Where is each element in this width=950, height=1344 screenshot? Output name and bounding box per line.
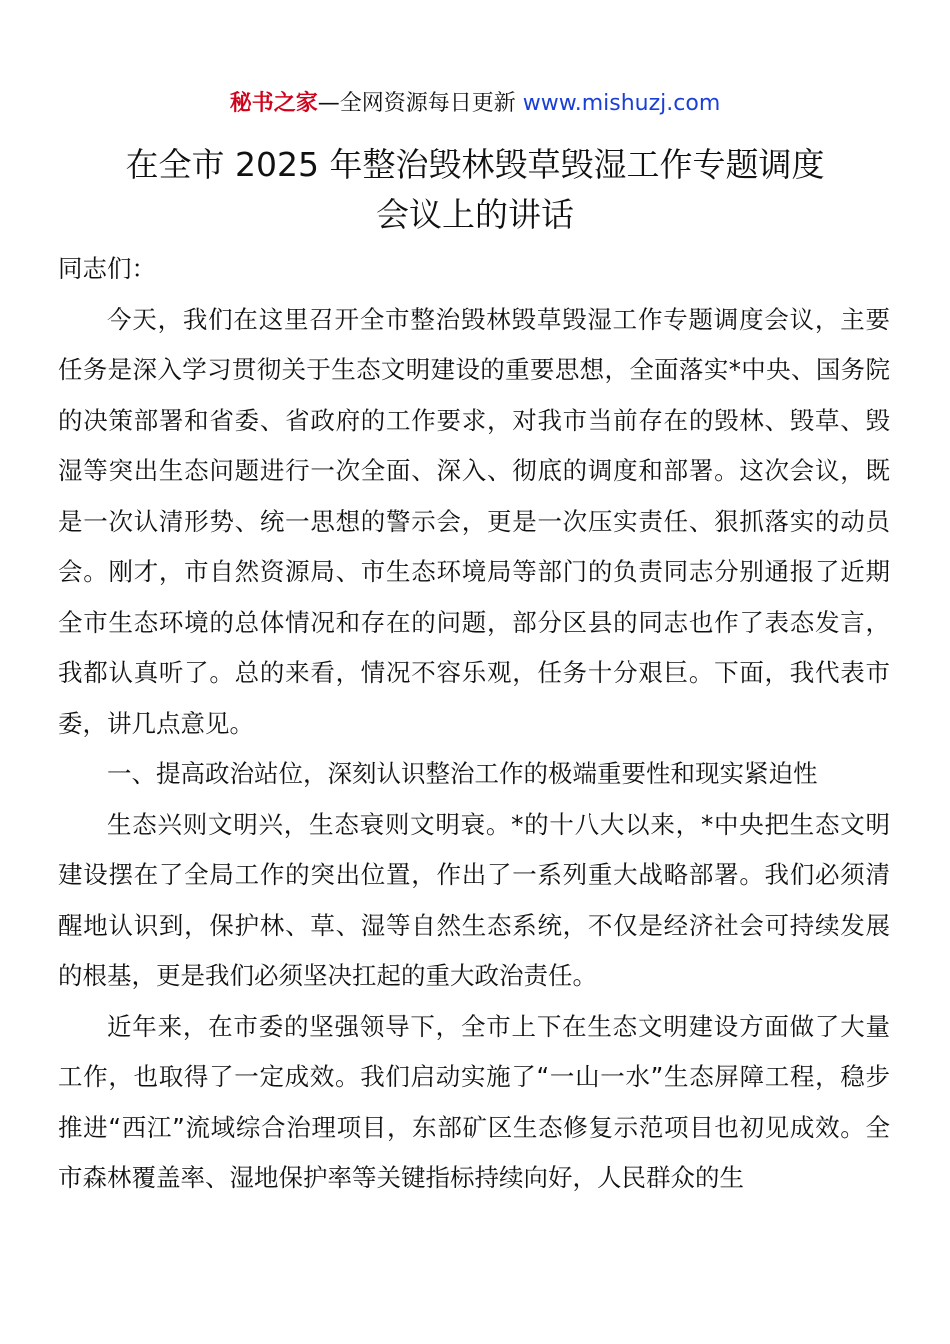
site-brand[interactable]: 秘书之家 <box>229 91 318 116</box>
site-url-link[interactable]: www.mishuzj.com <box>522 91 721 116</box>
document-body <box>58 244 890 1204</box>
section-heading-1: 一、提高政治站位，深刻认识整治工作的极端重要性和现实紧迫性 <box>107 759 818 788</box>
paragraph-opening: 今天，我们在这里召开全市整治毁林毁草毁湿工作专题调度会议，主要任务是深入学习贯彻关于生态文明建设的重要思想，全面落实*中央、国务院的决策部署和省委、省政府的工作要求，对我市当前存在的毁林、毁草、毁湿等突出生态问题进行一次全面、深入、彻底的调度和部署。这次会议，既是一次认清形势、统一思想的警示会，更是一次压实责任、狠抓落实的动员会。刚才，市自然资源局、市生态环境局等部门的负责同志分别通报了近期全市生态环境的总体情况和存在的问题，部分区县的同志也作了表态发言，我都认真听了。总的来看，情况不容乐观，任务十分艰巨。下面，我代表市委，讲几点意见。 <box>58 304 890 738</box>
paragraph-ecology: 生态兴则文明兴，生态衰则文明衰。*的十八大以来，*中央把生态文明建设摆在了全局工作的突出位置，作出了一系列重大战略部署。我们必须清醒地认识到，保护林、草、湿等自然生态系统，不仅是经济社会可持续发展的根基，更是我们必须坚决扛起的重大政治责任。 <box>58 809 890 990</box>
site-tagline: —全网资源每日更新 <box>317 91 523 116</box>
document-title <box>60 140 890 240</box>
paragraph-achievements: 近年来，在市委的坚强领导下，全市上下在生态文明建设方面做了大量工作，也取得了一定成效。我们启动实施了“一山一水”生态屏障工程，稳步推进“西江”流域综合治理项目，东部矿区生态修复示范项目也初见成效。全市森林覆盖率、湿地保护率等关键指标持续向好，人民群众的生 <box>58 1011 890 1192</box>
title-line-1: 在全市 2025 年整治毁林毁草毁湿工作专题调度 <box>125 145 825 184</box>
salutation: 同志们： <box>58 254 156 283</box>
site-header <box>0 86 950 122</box>
title-line-2: 会议上的讲话 <box>376 195 574 234</box>
